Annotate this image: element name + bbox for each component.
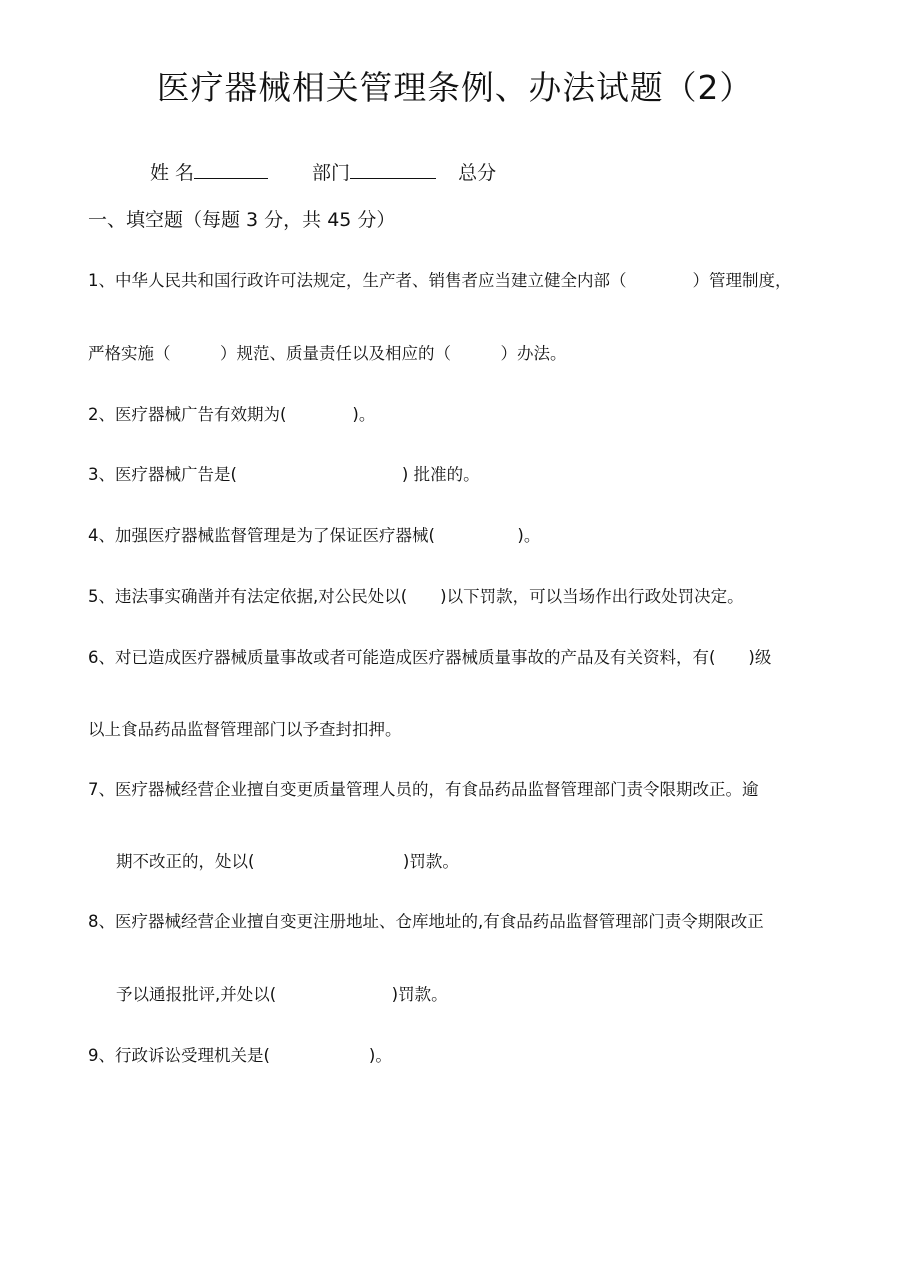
question-8-line-1: 8、医疗器械经营企业擅自变更注册地址、仓库地址的,有食品药品监督管理部门责令期限改正 (88, 912, 764, 931)
question-6-line-1: 6、对已造成医疗器械质量事故或者可能造成医疗器械质量事故的产品及有关资料，有( )级 (88, 648, 772, 667)
info-row (150, 158, 496, 185)
question-4: 4、加强医疗器械监督管理是为了保证医疗器械( )。 (88, 526, 541, 545)
question-2: 2、医疗器械广告有效期为( )。 (88, 405, 376, 424)
page-title: 医疗器械相关管理条例、办法试题（2） (156, 69, 754, 107)
name-label: 姓 名 (150, 162, 195, 184)
question-3: 3、医疗器械广告是( ) 批准的。 (88, 465, 480, 484)
name-blank[interactable] (194, 160, 268, 179)
dept-blank[interactable] (350, 160, 436, 179)
question-8-line-2: 予以通报批评,并处以( )罚款。 (116, 985, 448, 1004)
question-1-line-2: 严格实施（ ）规范、质量责任以及相应的（ ）办法。 (88, 344, 567, 363)
question-6-line-2: 以上食品药品监督管理部门以予查封扣押。 (88, 720, 402, 739)
question-7-line-2: 期不改正的，处以( )罚款。 (116, 852, 459, 871)
question-1-line-1: 1、中华人民共和国行政许可法规定，生产者、销售者应当建立健全内部（ ）管理制度， (88, 271, 792, 290)
score-label: 总分 (458, 162, 497, 184)
question-9: 9、行政诉讼受理机关是( )。 (88, 1046, 392, 1065)
section-heading: 一、填空题（每题 3 分，共 45 分） (88, 209, 396, 231)
question-7-line-1: 7、医疗器械经营企业擅自变更质量管理人员的，有食品药品监督管理部门责令限期改正。逾 (88, 780, 759, 799)
question-5: 5、违法事实确凿并有法定依据,对公民处以( )以下罚款，可以当场作出行政处罚决定。 (88, 587, 744, 606)
dept-label: 部门 (312, 162, 351, 184)
